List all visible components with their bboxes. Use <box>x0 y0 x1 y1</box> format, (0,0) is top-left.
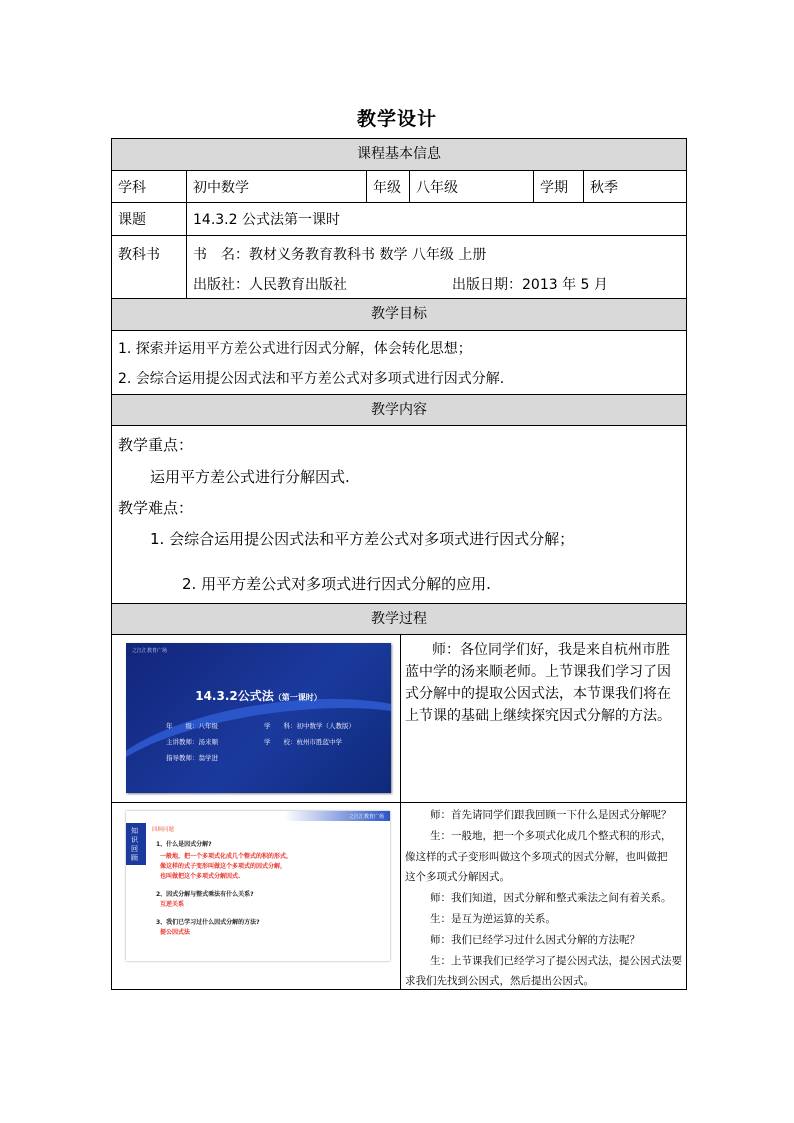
section-header-basic: 课程基本信息 <box>112 139 686 171</box>
difficult-point-label: 教学难点： <box>118 499 194 517</box>
content-row <box>112 426 686 604</box>
review-answer: 一般地，把一个多项式化成几个整式的积的形式， <box>160 853 293 860</box>
key-point-label: 教学重点： <box>118 436 194 454</box>
publisher: 出版社：人民教育出版社 <box>193 277 347 293</box>
review-question: 3、我们已学习过什么因式分解的方法? <box>156 919 260 926</box>
difficult-point-2: 2. 用平方差公式对多项式进行因式分解的应用. <box>182 575 491 593</box>
dialogue-line: 生：是互为逆运算的关系。 <box>430 913 556 925</box>
grade-value: 八年级 <box>410 171 534 202</box>
topic-row <box>112 203 686 236</box>
key-point-text: 运用平方差公式进行分解因式. <box>150 468 350 486</box>
column-divider <box>400 635 401 802</box>
slide-title-sub: （第一课时） <box>273 693 322 702</box>
process-row-1 <box>112 635 686 803</box>
dialogue-line: 师：我们已经学习过什么因式分解的方法呢？ <box>430 934 640 946</box>
process-1-line: 蓝中学的汤来顺老师。上节课我们学习了因 <box>405 664 671 680</box>
textbook-label: 教科书 <box>112 236 187 298</box>
subject-value: 初中数学 <box>187 171 367 202</box>
slide-title-main: 14.3.2公式法 <box>195 689 274 703</box>
subject-label: 学科 <box>112 171 187 202</box>
slide-title <box>126 643 391 793</box>
topic-label: 课题 <box>112 203 187 235</box>
document-title: 教学设计 <box>356 108 437 130</box>
section-header-content: 教学内容 <box>112 395 686 426</box>
review-answer: 也叫做把这个多项式分解因式. <box>160 873 241 880</box>
process-1-line: 师：各位同学们好，我是来自杭州市胜 <box>432 642 670 658</box>
dialogue-line: 生：上节课我们已经学习了提公因式法，提公因式法要 <box>430 955 682 967</box>
goal-item: 2. 会综合运用提公因式法和平方差公式对多项式进行因式分解. <box>118 371 505 387</box>
slide-mentor: 指导教师：翁学进 <box>166 754 218 762</box>
review-question: 1、什么是因式分解? <box>156 841 212 848</box>
review-answer: 像这样的式子变形叫做这个多项式的因式分解， <box>160 863 287 870</box>
goal-item: 1. 探索并运用平方差公式进行因式分解，体会转化思想； <box>118 341 472 357</box>
slide-title-text <box>126 687 391 704</box>
dialogue-line: 像这样的式子变形叫做这个多项式的因式分解，也叫做把 <box>405 851 668 863</box>
process-row-2 <box>112 803 686 990</box>
dialogue-line: 求我们先找到公因式，然后提出公因式。 <box>405 975 594 987</box>
book-name: 书 名：教材义务教育教科书 数学 八年级 上册 <box>193 247 487 263</box>
review-answer: 互逆关系 <box>160 901 185 908</box>
subject-row <box>112 171 686 203</box>
slide-grade: 年 级：八年级 <box>166 722 218 730</box>
column-divider <box>400 803 401 990</box>
dialogue-line: 生：一般地，把一个多项式化成几个整式积的形式， <box>430 830 672 842</box>
goals-row <box>112 331 686 395</box>
dialogue-line: 这个多项式分解因式。 <box>405 871 510 883</box>
section-header-goals: 教学目标 <box>112 299 686 331</box>
slide-brand: 之江汇教育广场 <box>132 648 168 654</box>
grade-label: 年级 <box>367 171 410 202</box>
process-1-line: 式分解中的提取公因式法，本节课我们将在 <box>405 686 671 702</box>
term-value: 秋季 <box>590 179 618 196</box>
slide-subject: 学 科：初中数学（人教版） <box>264 722 355 730</box>
dialogue-line: 师：首先请同学们跟我回顾一下什么是因式分解呢？ <box>430 809 672 821</box>
textbook-row <box>112 236 686 299</box>
term-label: 学期 <box>534 171 584 202</box>
slide-school: 学 校：杭州市胜蓝中学 <box>264 738 342 746</box>
publish-date: 出版日期：2013 年 5 月 <box>452 277 608 293</box>
slide-tag: 回顾问题 <box>152 827 175 833</box>
slide-review <box>126 811 390 961</box>
slide-brand: 之江汇教育广场 <box>348 814 384 820</box>
process-1-line: 上节课的基础上继续探究因式分解的方法。 <box>405 708 671 724</box>
slide-side-label: 知识回顾 <box>131 827 138 862</box>
lesson-table <box>111 138 687 990</box>
review-question: 2、因式分解与整式乘法有什么关系? <box>156 891 254 898</box>
section-header-process: 教学过程 <box>112 604 686 635</box>
topic-value: 14.3.2 公式法第一课时 <box>193 212 340 228</box>
slide-teacher: 主讲教师：汤来顺 <box>166 738 218 746</box>
dialogue-line: 师：我们知道，因式分解和整式乘法之间有着关系。 <box>430 892 672 904</box>
review-answer: 提公因式法 <box>160 929 191 936</box>
difficult-point-1: 1. 会综合运用提公因式法和平方差公式对多项式进行因式分解； <box>150 530 575 548</box>
